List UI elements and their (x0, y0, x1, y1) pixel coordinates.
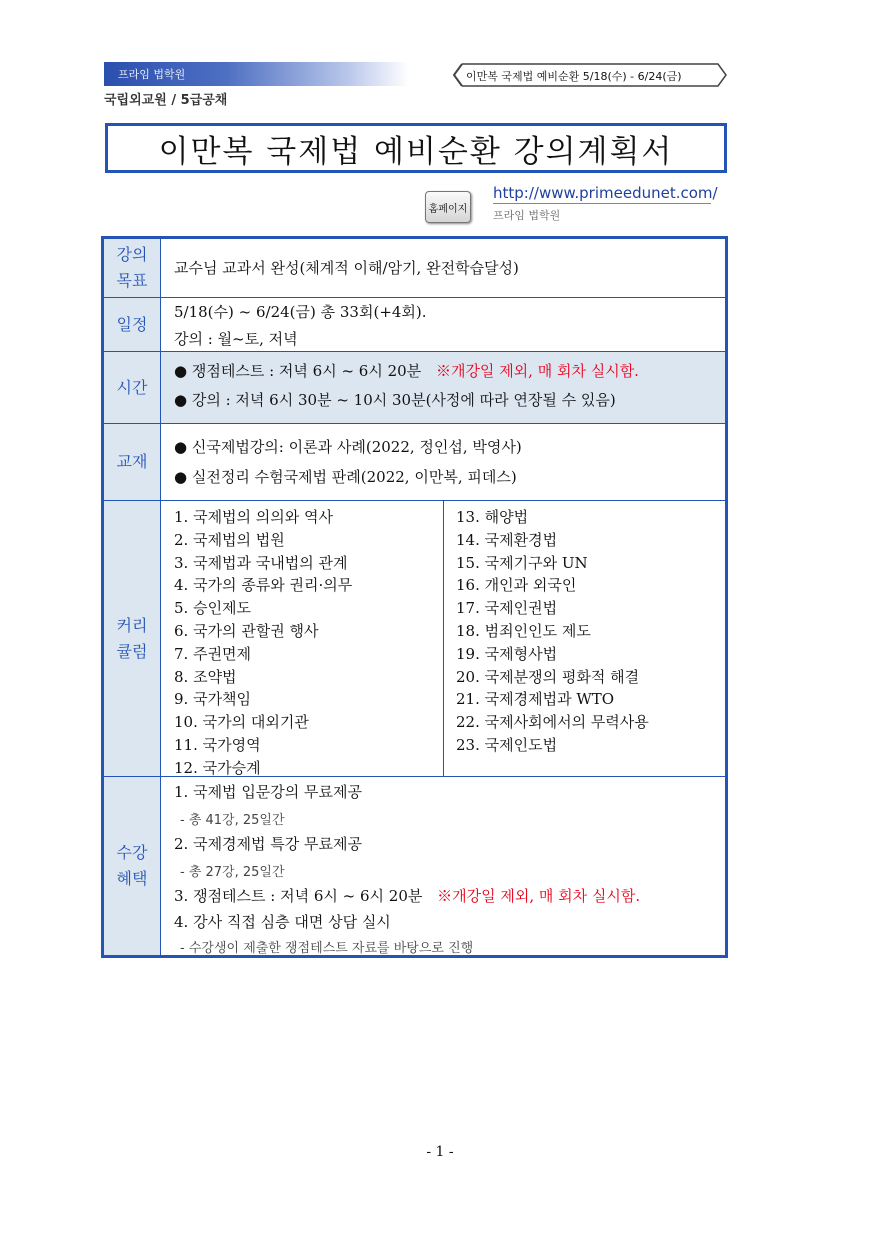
row-curriculum (104, 501, 725, 777)
time-test-text: ● 쟁점테스트 : 저녁 6시 ~ 6시 20분 (174, 362, 422, 380)
row-label-line: 커리 (116, 615, 148, 635)
course-tag-text: 이만복 국제법 예비순환 5/18(수) - 6/24(금) (466, 70, 682, 83)
curriculum-item: 17. 국제인권법 (456, 599, 558, 618)
row-time (104, 352, 725, 424)
curriculum-item: 16. 개인과 외국인 (456, 576, 577, 595)
benefit-1: 1. 국제법 입문강의 무료제공 (174, 783, 363, 801)
curriculum-item: 14. 국제환경법 (456, 530, 558, 549)
textbook-2: ● 실전정리 수험국제법 판례(2022, 이만복, 피데스) (174, 468, 517, 486)
row-label (104, 501, 161, 776)
page-title: 이만복 국제법 예비순환 강의계획서 (158, 133, 674, 170)
row-goal (104, 239, 725, 298)
curriculum-item: 21. 국제경제법과 WTO (456, 690, 615, 709)
row-label-line: 목표 (116, 271, 148, 290)
curriculum-item: 20. 국제분쟁의 평화적 해결 (456, 667, 640, 686)
curriculum-item: 15. 국제기구와 UN (456, 553, 588, 572)
row-label-line: 강의 (116, 245, 148, 264)
row-content (174, 424, 719, 500)
curriculum-item: 9. 국가책임 (174, 690, 252, 709)
curriculum-item: 5. 승인제도 (174, 599, 252, 618)
time-test (174, 360, 639, 381)
curriculum-right (456, 506, 649, 757)
curriculum-item: 3. 국제법과 국내법의 관계 (174, 553, 348, 572)
benefit-3-text: 3. 쟁점테스트 : 저녁 6시 ~ 6시 20분 (174, 887, 423, 905)
curriculum-item: 6. 국가의 관할권 행사 (174, 621, 319, 640)
curriculum-item: 13. 해양법 (456, 508, 529, 526)
row-content (174, 352, 719, 423)
curriculum-left (174, 506, 352, 780)
benefit-2-detail: - 총 27강, 25일간 (180, 865, 285, 880)
row-label (104, 777, 161, 955)
title-box (105, 123, 727, 173)
row-textbook (104, 424, 725, 501)
row-label: 일정 (104, 298, 161, 351)
column-divider (443, 501, 444, 776)
row-content (174, 239, 719, 297)
curriculum-item: 19. 국제형사법 (456, 644, 558, 663)
benefit-3-note: ※개강일 제외, 매 회차 실시함. (437, 887, 641, 905)
schedule-days: 강의 : 월~토, 저녁 (174, 330, 298, 348)
row-schedule (104, 298, 725, 352)
benefit-3 (174, 885, 640, 906)
brand-name: 프라임 법학원 (118, 68, 186, 81)
curriculum-item: 22. 국제사회에서의 무력사용 (456, 713, 649, 732)
curriculum-item: 8. 조약법 (174, 667, 237, 686)
benefit-4: 4. 강사 직접 심층 대면 상담 실시 (174, 913, 391, 931)
goal-text: 교수님 교과서 완성(체계적 이해/암기, 완전학습달성) (174, 259, 519, 277)
page-number: - 1 - (426, 1144, 454, 1160)
curriculum-item: 7. 주권면제 (174, 644, 252, 663)
textbook-1: ● 신국제법강의: 이론과 사례(2022, 정인섭, 박영사) (174, 438, 522, 456)
benefit-1-detail: - 총 41강, 25일간 (180, 813, 285, 828)
row-content (174, 777, 719, 955)
benefit-4-detail: - 수강생이 제출한 쟁점테스트 자료를 바탕으로 진행 (180, 941, 474, 956)
divider (493, 203, 711, 204)
row-label (104, 239, 161, 297)
curriculum-item: 23. 국제인도법 (456, 735, 558, 754)
curriculum-item: 12. 국가승계 (174, 758, 261, 777)
curriculum-item: 1. 국제법의 의의와 역사 (174, 508, 334, 526)
brand-bar (104, 62, 409, 86)
homepage-url[interactable]: http://www.primeedunet.com/ (493, 184, 718, 202)
curriculum-item: 4. 국가의 종류와 권리·의무 (174, 576, 353, 595)
row-label: 교재 (104, 424, 161, 500)
curriculum-item: 10. 국가의 대외기관 (174, 713, 309, 732)
curriculum-item: 18. 범죄인인도 제도 (456, 621, 591, 640)
time-lecture: ● 강의 : 저녁 6시 30분 ~ 10시 30분(사정에 따라 연장될 수 있음) (174, 391, 616, 409)
course-tag (450, 63, 728, 87)
lecture-plan-table (101, 236, 728, 958)
benefit-2: 2. 국제경제법 특강 무료제공 (174, 835, 363, 853)
time-test-note: ※개강일 제외, 매 회차 실시함. (435, 362, 639, 380)
row-label-line: 수강 (116, 843, 148, 862)
curriculum-item: 11. 국가영역 (174, 735, 261, 754)
row-content (174, 298, 719, 351)
row-benefits (104, 777, 725, 955)
schedule-dates: 5/18(수) ~ 6/24(금) 총 33회(+4회). (174, 303, 427, 321)
row-label: 시간 (104, 352, 161, 423)
homepage-site-name: 프라임 법학원 (493, 209, 561, 222)
sub-brand: 국립외교원 / 5급공채 (104, 93, 228, 108)
row-label-line: 혜택 (116, 869, 148, 888)
homepage-button[interactable]: 홈페이지 (425, 191, 471, 223)
row-label-line: 큘럼 (116, 641, 148, 661)
curriculum-item: 2. 국제법의 법원 (174, 530, 285, 549)
